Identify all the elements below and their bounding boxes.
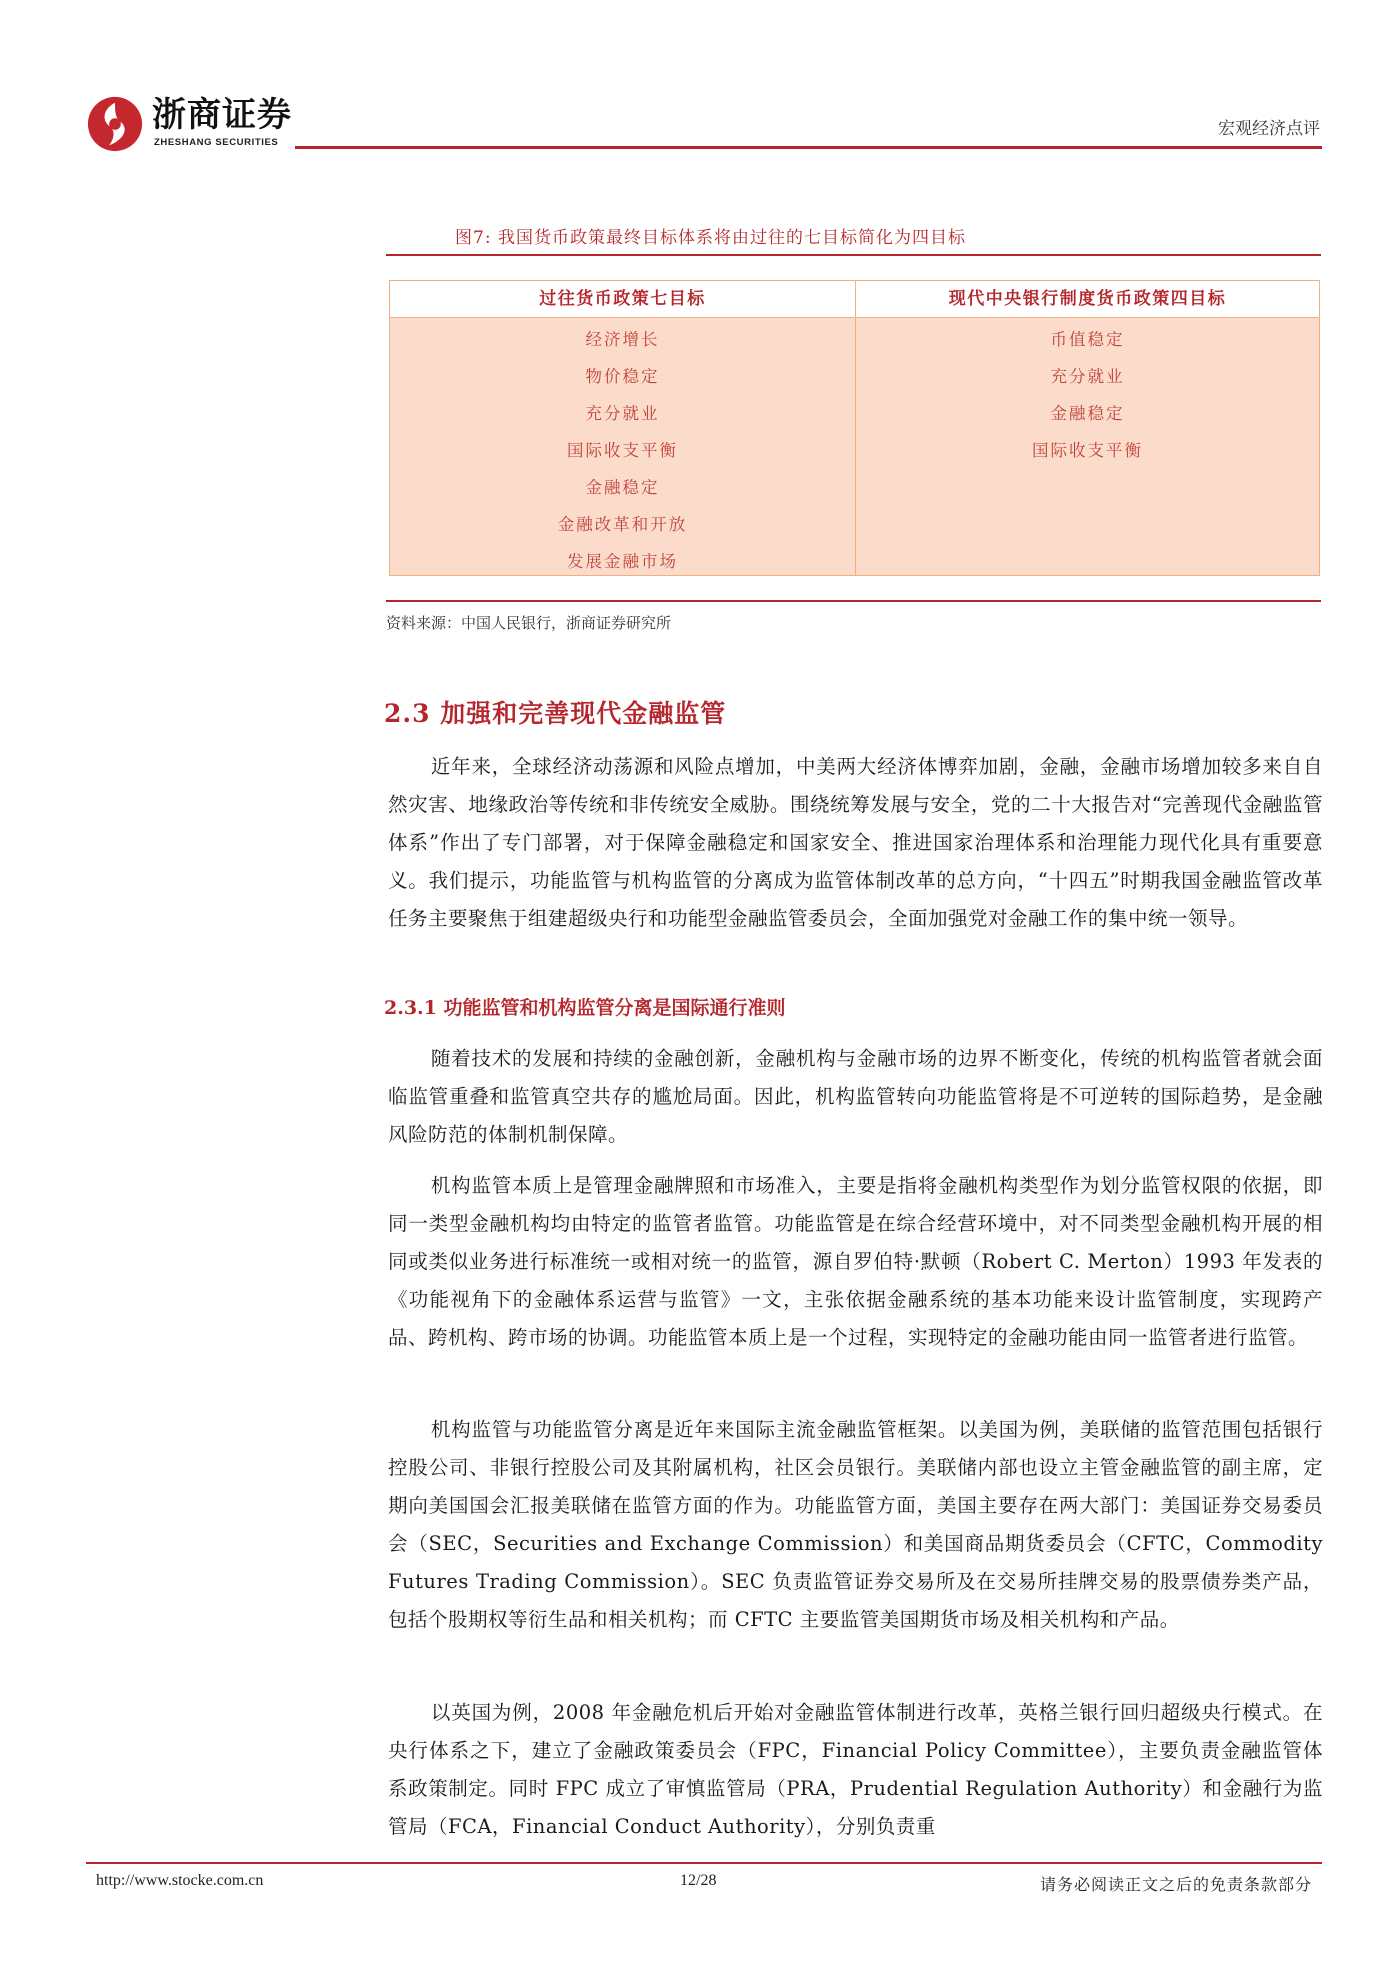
footer-disclaimer: 请务必阅读正文之后的免责条款部分 xyxy=(1039,1875,1312,1894)
modern-goals-list xyxy=(856,318,1319,575)
modern-goal-item: 国际收支平衡 xyxy=(1032,441,1143,460)
body-paragraph: 机构监管本质上是管理金融牌照和市场准入，主要是指将金融机构类型作为划分监管权限的依据，即同一类型金融机构均由特定的监管者监管。功能监管是在综合经营环境中，对不同类型金融机构开展的相同或类似业务进行标准统一或相对统一的监管，源自罗伯特·默顿（Robert C. Merton）1993 年发表的《功能视角下的金融体系运营与监管》一文，主张依据金融系统的基本功能来设计监管制度，实现跨产品、跨机构、跨市场的协调。功能监管本质上是一个过程，实现特定的金融功能由同一监管者进行监管。 xyxy=(388,1174,1323,1349)
body-paragraph: 随着技术的发展和持续的金融创新，金融机构与金融市场的边界不断变化，传统的机构监管者就会面临监管重叠和监管真空共存的尴尬局面。因此，机构监管转向功能监管将是不可逆转的国际趋势，是金融风险防范的体制机制保障。 xyxy=(388,1047,1323,1146)
brand-name-cn: 浙商证券 xyxy=(152,95,292,135)
past-goals-list xyxy=(390,318,855,575)
past-goal-item: 发展金融市场 xyxy=(567,552,678,571)
page-number: 12/28 xyxy=(680,1872,717,1889)
modern-goals-column xyxy=(856,281,1319,575)
modern-goal-item: 币值稳定 xyxy=(1050,330,1125,349)
figure-title: 图7: 我国货币政策最终目标体系将由过往的七目标简化为四目标 xyxy=(455,228,966,248)
past-goals-column xyxy=(390,281,856,575)
footer-divider xyxy=(86,1862,1322,1864)
past-goals-header: 过往货币政策七目标 xyxy=(390,281,855,318)
section-heading: 2.3 加强和完善现代金融监管 xyxy=(384,699,727,728)
past-goal-item: 物价稳定 xyxy=(585,367,660,386)
figure-top-rule xyxy=(386,254,1321,256)
footer-url[interactable]: http://www.stocke.com.cn xyxy=(96,1872,264,1889)
body-paragraph: 机构监管与功能监管分离是近年来国际主流金融监管框架。以美国为例，美联储的监管范围包括银行控股公司、非银行控股公司及其附属机构，社区会员银行。美联储内部也设立主管金融监管的副主席，定期向美国国会汇报美联储在监管方面的作为。功能监管方面，美国主要存在两大部门：美国证券交易委员会（SEC，Securities and Exchange Commission）和美国商品期货委员会（CFTC，Commodity Futures Trading Commission）。SEC 负责监管证券交易所及在交易所挂牌交易的股票债券类产品，包括个股期权等衍生品和相关机构；而 CFTC 主要监管美国期货市场及相关机构和产品。 xyxy=(388,1418,1323,1631)
body-paragraph: 以英国为例，2008 年金融危机后开始对金融监管体制进行改革，英格兰银行回归超级央行模式。在央行体系之下，建立了金融政策委员会（FPC，Financial Policy Committee），主要负责金融监管体系政策制定。同时 FPC 成立了审慎监管局（PRA，Prudential Regulation Authority）和金融行为监管局（FCA，Financial Conduct Authority），分别负责重 xyxy=(388,1701,1323,1838)
modern-goal-item: 金融稳定 xyxy=(1050,404,1125,423)
subsection-heading: 2.3.1 功能监管和机构监管分离是国际通行准则 xyxy=(384,997,786,1019)
header-divider xyxy=(295,146,1322,149)
report-type: 宏观经济点评 xyxy=(1218,119,1320,139)
brand-logo xyxy=(86,95,306,150)
past-goal-item: 金融改革和开放 xyxy=(557,515,688,534)
past-goal-item: 金融稳定 xyxy=(585,478,660,497)
figure-bottom-rule xyxy=(386,600,1321,602)
modern-goal-item: 充分就业 xyxy=(1050,367,1125,386)
body-paragraph: 近年来，全球经济动荡源和风险点增加，中美两大经济体博弈加剧，金融，金融市场增加较多来自自然灾害、地缘政治等传统和非传统安全威胁。围绕统筹发展与安全，党的二十大报告对“完善现代金融监管体系”作出了专门部署，对于保障金融稳定和国家安全、推进国家治理体系和治理能力现代化具有重要意义。我们提示，功能监管与机构监管的分离成为监管体制改革的总方向，“十四五”时期我国金融监管改革任务主要聚焦于组建超级央行和功能型金融监管委员会，全面加强党对金融工作的集中统一领导。 xyxy=(388,755,1323,930)
monetary-goals-table xyxy=(389,280,1320,576)
page-header xyxy=(0,0,1400,160)
modern-goals-header: 现代中央银行制度货币政策四目标 xyxy=(856,281,1319,318)
figure-source: 资料来源：中国人民银行，浙商证券研究所 xyxy=(386,614,672,632)
brand-name-en: ZHESHANG SECURITIES xyxy=(154,137,279,148)
past-goal-item: 经济增长 xyxy=(585,330,660,349)
zheshang-logo-icon xyxy=(86,95,144,153)
past-goal-item: 充分就业 xyxy=(585,404,660,423)
past-goal-item: 国际收支平衡 xyxy=(567,441,678,460)
